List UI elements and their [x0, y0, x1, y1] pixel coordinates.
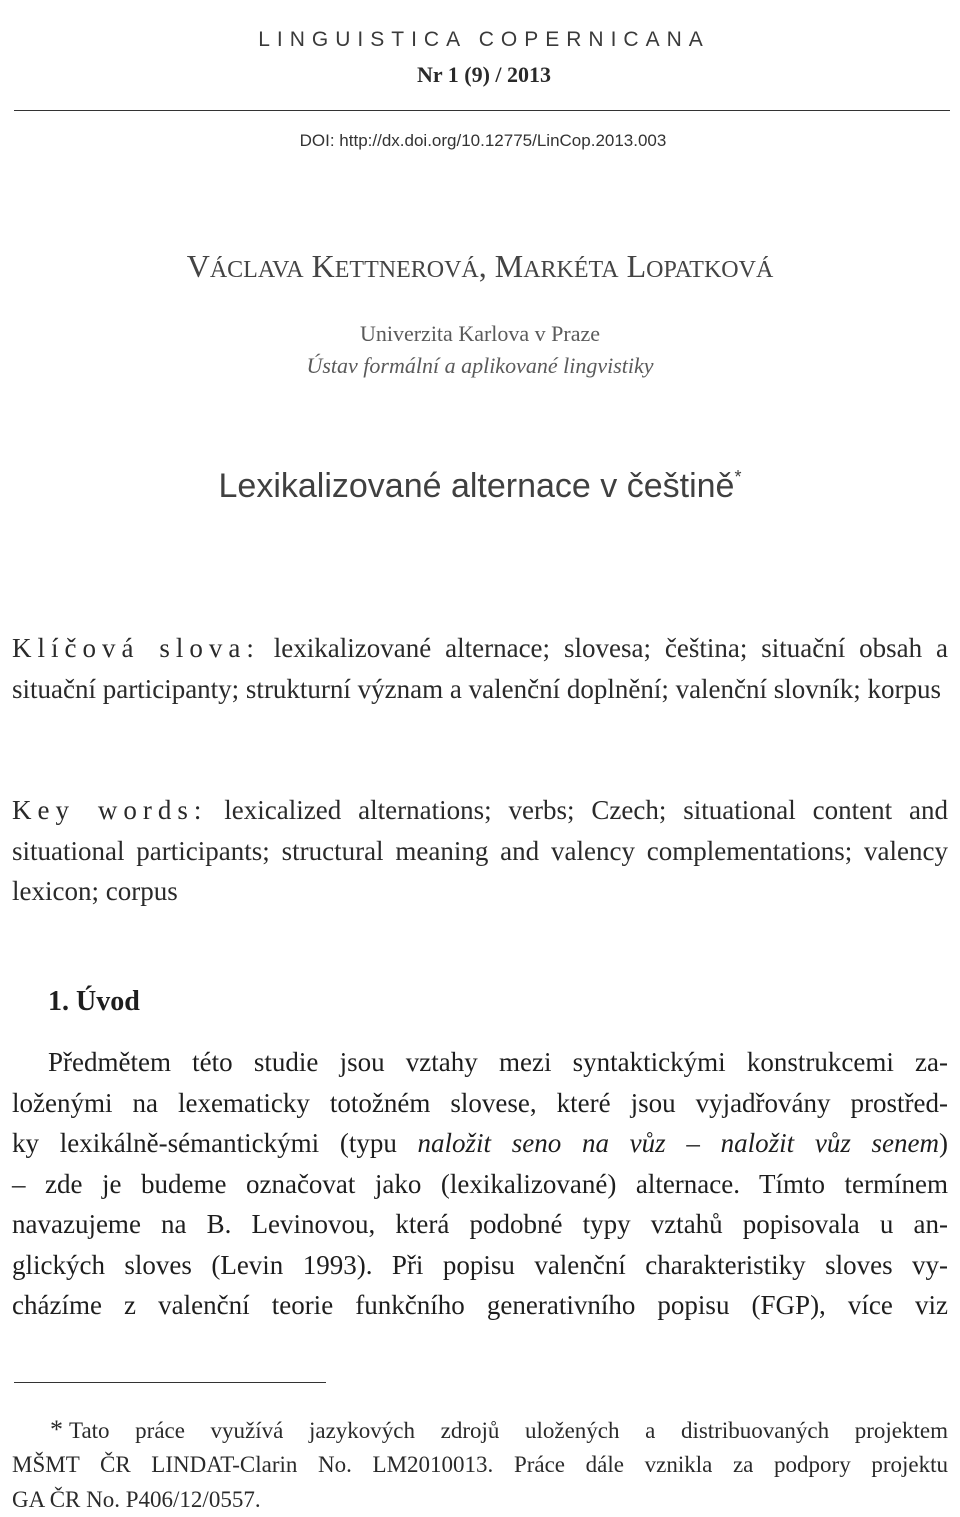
body-line: navazujeme na B. Levinovou, která podobné typy vztahů popisovala u an-	[12, 1209, 948, 1239]
body-line: Předmětem této studie jsou vztahy mezi syntaktickými konstrukcemi za-	[48, 1047, 948, 1077]
body-paragraph	[12, 1042, 948, 1326]
keywords-czech-label: Klíčová slova:	[12, 633, 260, 663]
footnote-line: * Tato práce využívá jazykových zdrojů uložených a distribuovaných projektem	[12, 1412, 948, 1447]
author-1: VÁCLAVA KETTNEROVÁ	[186, 248, 479, 284]
keywords-czech	[12, 628, 948, 709]
paper-title: Lexikalizované alternace v češtině*	[218, 467, 742, 505]
author-2: MARKÉTA LOPATKOVÁ	[494, 248, 774, 284]
example-phrase: naložit seno na vůz	[417, 1128, 666, 1158]
title-footnote-mark: *	[734, 467, 742, 487]
keywords-english	[12, 790, 948, 912]
keywords-english-label: Key words:	[12, 795, 208, 825]
affiliation-institute: Ústav formální a aplikované lingvistiky	[306, 353, 654, 378]
example-phrase: naložit vůz senem	[720, 1128, 940, 1158]
keywords-english-text: lexicalized alternations; verbs; Czech; situational content and situational participants; structural meaning and valency complementations; valency lexicon; corpus	[12, 795, 948, 906]
footnote-mark: *	[50, 1415, 63, 1444]
keywords-czech-text: lexikalizované alternace; slovesa; čeština; situační obsah a situační participanty; strukturní význam a valenční doplnění; valenční slovník; korpus	[12, 633, 949, 704]
authors: VÁCLAVA KETTNEROVÁ, MARKÉTA LOPATKOVÁ	[186, 248, 774, 284]
affiliation-university: Univerzita Karlova v Praze	[359, 321, 601, 346]
footnote-rule	[14, 1382, 326, 1383]
body-line: ky lexikálně-sémantickými (typu naložit seno na vůz – naložit vůz senem)	[12, 1128, 949, 1158]
header-rule	[14, 110, 950, 111]
footnote	[12, 1412, 948, 1517]
body-line: – zde je budeme označovat jako (lexikalizované) alternace. Tímto termínem	[12, 1168, 948, 1199]
journal-name: LINGUISTICA COPERNICANA	[258, 28, 710, 51]
issue-number: Nr 1 (9) / 2013	[416, 62, 552, 87]
body-line: glických sloves (Levin 1993). Při popisu valenční charakteristiky sloves vy-	[12, 1249, 948, 1280]
footnote-line: MŠMT ČR LINDAT-Clarin No. LM2010013. Práce dále vznikla za podpory projektu	[12, 1452, 948, 1477]
body-line: cházíme z valenční teorie funkčního generativního popisu (FGP), více viz	[12, 1290, 948, 1320]
footnote-line: GA ČR No. P406/12/0557.	[12, 1487, 261, 1512]
doi-link[interactable]: DOI: http://dx.doi.org/10.12775/LinCop.2013.003	[299, 131, 667, 150]
body-line: loženými na lexematicky totožném slovese, které jsou vyjadřovány prostřed-	[12, 1087, 948, 1118]
section-heading: 1. Úvod	[48, 986, 140, 1017]
